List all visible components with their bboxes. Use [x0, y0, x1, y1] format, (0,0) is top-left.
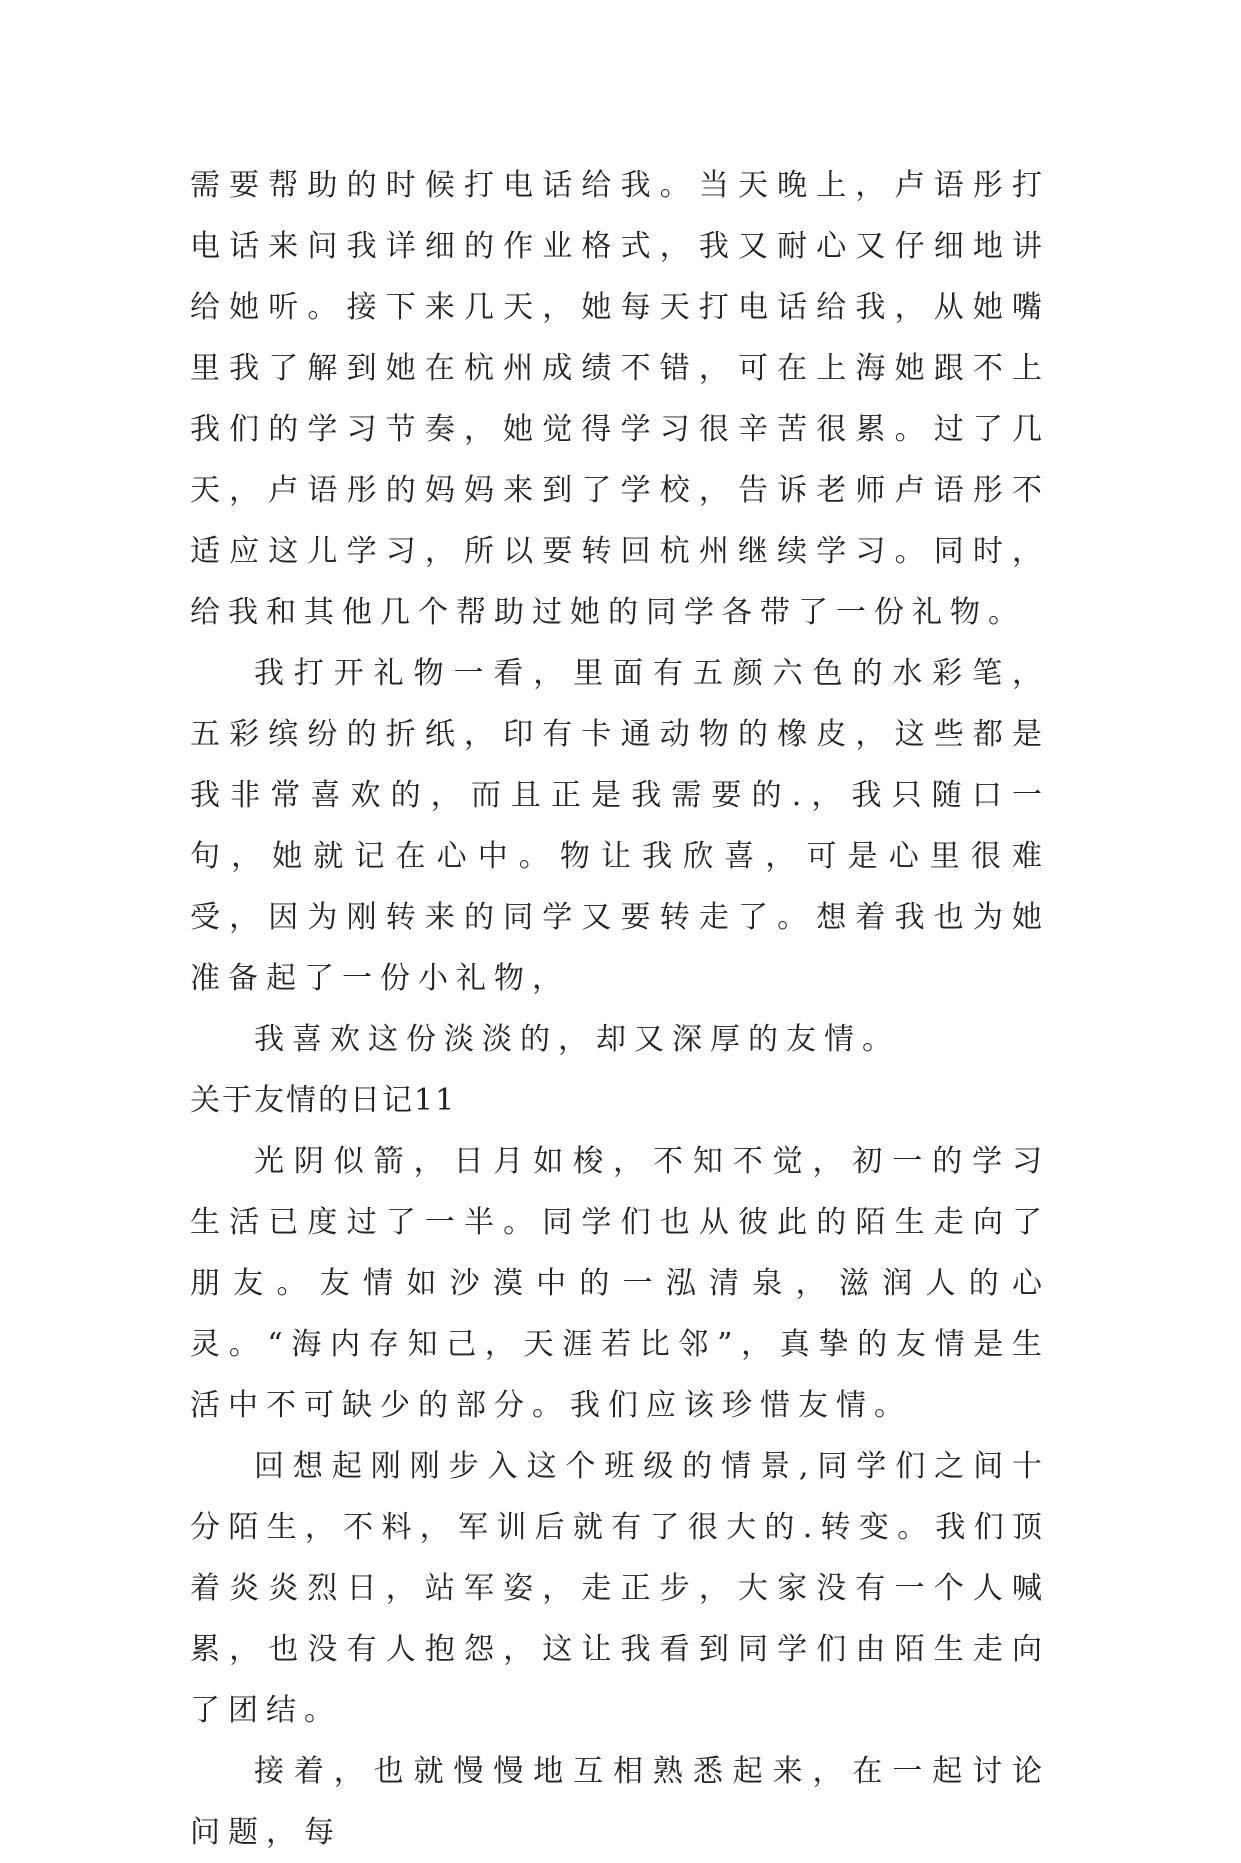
paragraph-friendship-closing: 我喜欢这份淡淡的，却又深厚的友情。	[254, 1022, 900, 1057]
paragraph-gift: 我打开礼物一看，里面有五颜六色的水彩笔，五彩缤纷的折纸，印有卡通动物的橡皮，这些都是我非常喜欢的，而且正是我需要的.，我只随口一句，她就记在心中。物让我欣喜，可是心里很难受，因为刚转来的同学又要转走了。想着我也为她准备起了一份小礼物，	[190, 656, 1050, 996]
paragraph-time-flies: 光阴似箭，日月如梭，不知不觉，初一的学习生活已度过了一半。同学们也从彼此的陌生走向了朋友。友情如沙漠中的一泓清泉，滋润人的心灵。“海内存知己，天涯若比邻”，真挚的友情是生活中不可缺少的部分。我们应该珍惜友情。	[190, 1144, 1050, 1423]
document-page	[190, 155, 1050, 1863]
section-title: 关于友情的日记11	[190, 1083, 457, 1118]
paragraph-phone-calls: 需要帮助的时候打电话给我。当天晚上，卢语彤打电话来问我详细的作业格式，我又耐心又仔细地讲给她听。接下来几天，她每天打电话给我，从她嘴里我了解到她在杭州成绩不错，可在上海她跟不上我们的学习节奏，她觉得学习很辛苦很累。过了几天，卢语彤的妈妈来到了学校，告诉老师卢语彤不适应这儿学习，所以要转回杭州继续学习。同时，给我和其他几个帮助过她的同学各带了一份礼物。	[190, 168, 1050, 630]
paragraph-getting-familiar: 接着，也就慢慢地互相熟悉起来，在一起讨论问题，每	[190, 1754, 1050, 1850]
paragraph-military-training: 回想起刚刚步入这个班级的情景,同学们之间十分陌生，不料，军训后就有了很大的.转变。我们顶着炎炎烈日，站军姿，走正步，大家没有一个人喊累，也没有人抱怨，这让我看到同学们由陌生走向了团结。	[190, 1449, 1050, 1728]
